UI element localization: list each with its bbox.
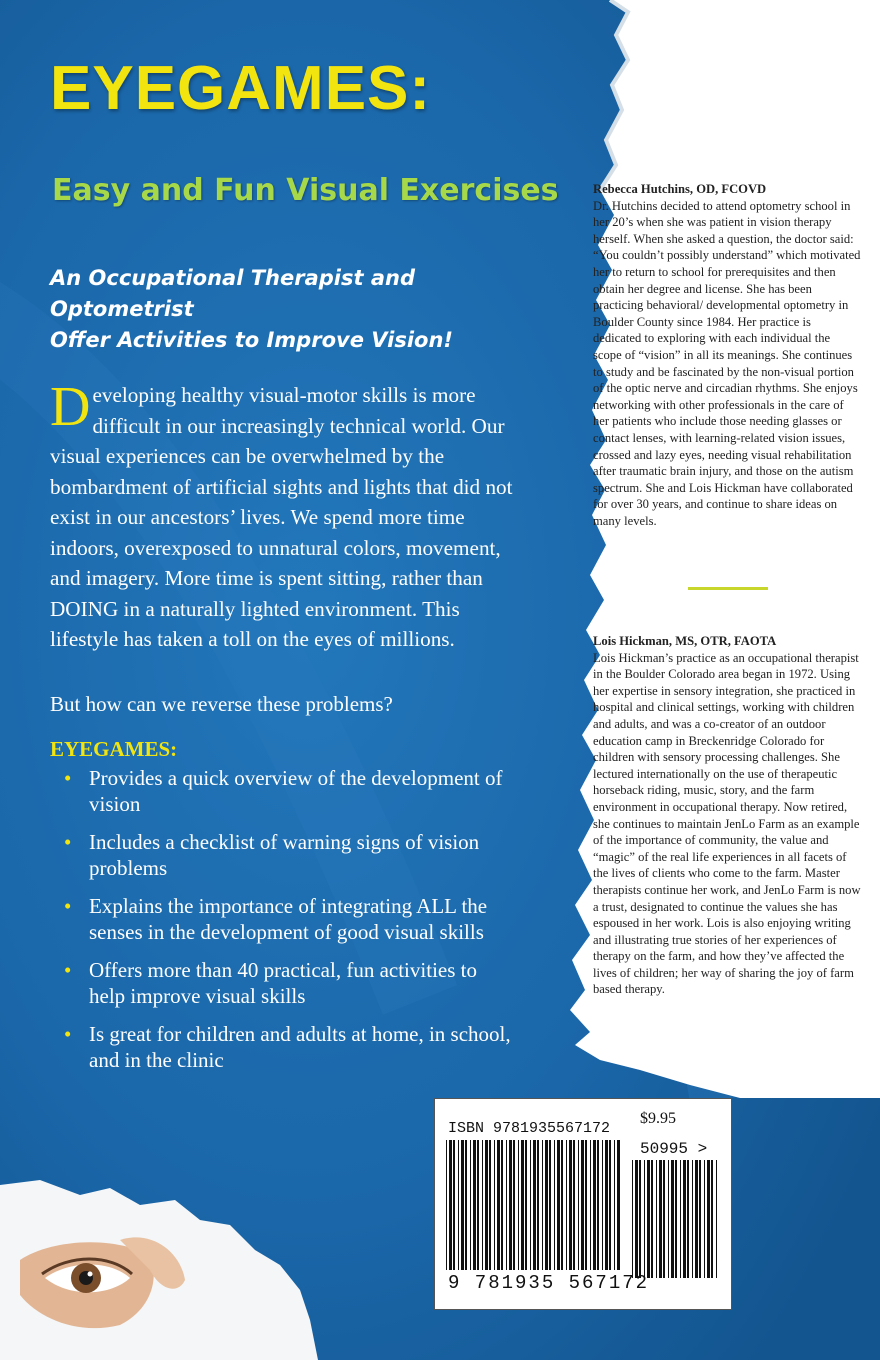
author-bio-text: Lois Hickman’s practice as an occupational therapist in the Boulder Colorado area began in 1972. Using her expertise in sensory integration, she practiced in hospital and clinical settings, working with children and adults, and was a co-creator of an outdoor education camp in Breckenridge Colorado for children with sensory processing challenges. She lectured internationally on the use of therapeutic horseback riding, music, story, and the farm environment in occupational therapy. Now retired, she continues to maintain JenLo Farm as an example of the importance of community, the value and “magic” of the real life experiences in all facets of the lives of clients who come to the farm. Master therapists continue her work, and JenLo Farm is now a trust, designated to continue the values she has espoused in her work. Lois is also enjoying writing and illustrating true stories of her experiences of therapy on the farm, and how they’ve affected the lives of children; her way of sharing the joy of farm based therapy.	[593, 650, 861, 997]
barcode-addon-bars	[632, 1160, 720, 1278]
features-heading: EYEGAMES:	[50, 737, 178, 761]
bullet-icon: •	[64, 830, 72, 854]
list-item	[64, 829, 514, 881]
feature-text: Explains the importance of integrating ALL the senses in the development of good visual skills	[89, 894, 488, 944]
author-bio-hickman	[593, 633, 861, 998]
author-bio-hutchins	[593, 181, 861, 529]
tagline-line-2: Offer Activities to Improve Vision!	[50, 327, 453, 352]
price: $9.95	[640, 1110, 676, 1127]
price-code: 50995 >	[640, 1140, 708, 1158]
features-list	[64, 765, 514, 1085]
book-subtitle: Easy and Fun Visual Exercises	[52, 173, 559, 208]
barcode-bars	[446, 1140, 620, 1270]
bio-divider	[688, 587, 768, 590]
barcode-number: 9 781935 567172	[448, 1272, 650, 1294]
bullet-icon: •	[64, 958, 72, 982]
intro-text: eveloping healthy visual-motor skills is more difficult in our increasingly technical world. Our visual experiences can be overwhelmed by the bombardment of artificial sights and lights that did not exist in our ancestors’ lives. We spend more time indoors, overexposed to unnatural colors, movement, and imagery. More time is spent sitting, rather than DOING in a naturally lighted environment. This lifestyle has taken a toll on the eyes of millions.	[50, 383, 513, 651]
author-name: Rebecca Hutchins, OD, FCOVD	[593, 182, 767, 196]
eye-peek-illustration	[0, 1200, 200, 1360]
intro-paragraph	[50, 376, 530, 655]
feature-text: Is great for children and adults at home, in school, and in the clinic	[89, 1022, 511, 1072]
list-item	[64, 893, 514, 945]
list-item	[64, 765, 514, 817]
tagline-line-1: An Occupational Therapist and Optometrist	[50, 266, 415, 321]
drop-cap: D	[50, 376, 91, 438]
intro-question: But how can we reverse these problems?	[50, 692, 393, 716]
author-bio-text: Dr. Hutchins decided to attend optometry school in her 20’s when she was patient in vision therapy herself. When she asked a question, the doctor said: “You couldn’t possibly understand” which motivated her to return to school for prerequisites and then obtain her degree and license. She has been practicing behavioral/ developmental optometry in Boulder County since 1984. Her practice is dedicated to exploring with each individual the scope of “vision” in all its meanings. She continues to study and be fascinated by the non-visual portion of the optic nerve and circadian rhythms. She enjoys networking with other professionals in the care of her patients who include those needing glasses or contact lenses, with learning-related vision issues, crossed and lazy eyes, needing visual rehabilitation after traumatic brain injury, and those on the autism spectrum. She and Lois Hickman have collaborated for over 30 years, and continue to share ideas on many levels.	[593, 198, 861, 528]
feature-text: Provides a quick overview of the development of vision	[89, 766, 503, 816]
feature-text: Offers more than 40 practical, fun activities to help improve visual skills	[89, 958, 477, 1008]
feature-text: Includes a checklist of warning signs of vision problems	[89, 830, 480, 880]
author-name: Lois Hickman, MS, OTR, FAOTA	[593, 634, 777, 648]
bullet-icon: •	[64, 894, 72, 918]
list-item	[64, 1021, 514, 1073]
book-title: EYEGAMES:	[50, 54, 432, 123]
bullet-icon: •	[64, 766, 72, 790]
bullet-icon: •	[64, 1022, 72, 1046]
tagline	[50, 263, 550, 356]
isbn-label: ISBN 9781935567172	[448, 1120, 611, 1137]
list-item	[64, 957, 514, 1009]
